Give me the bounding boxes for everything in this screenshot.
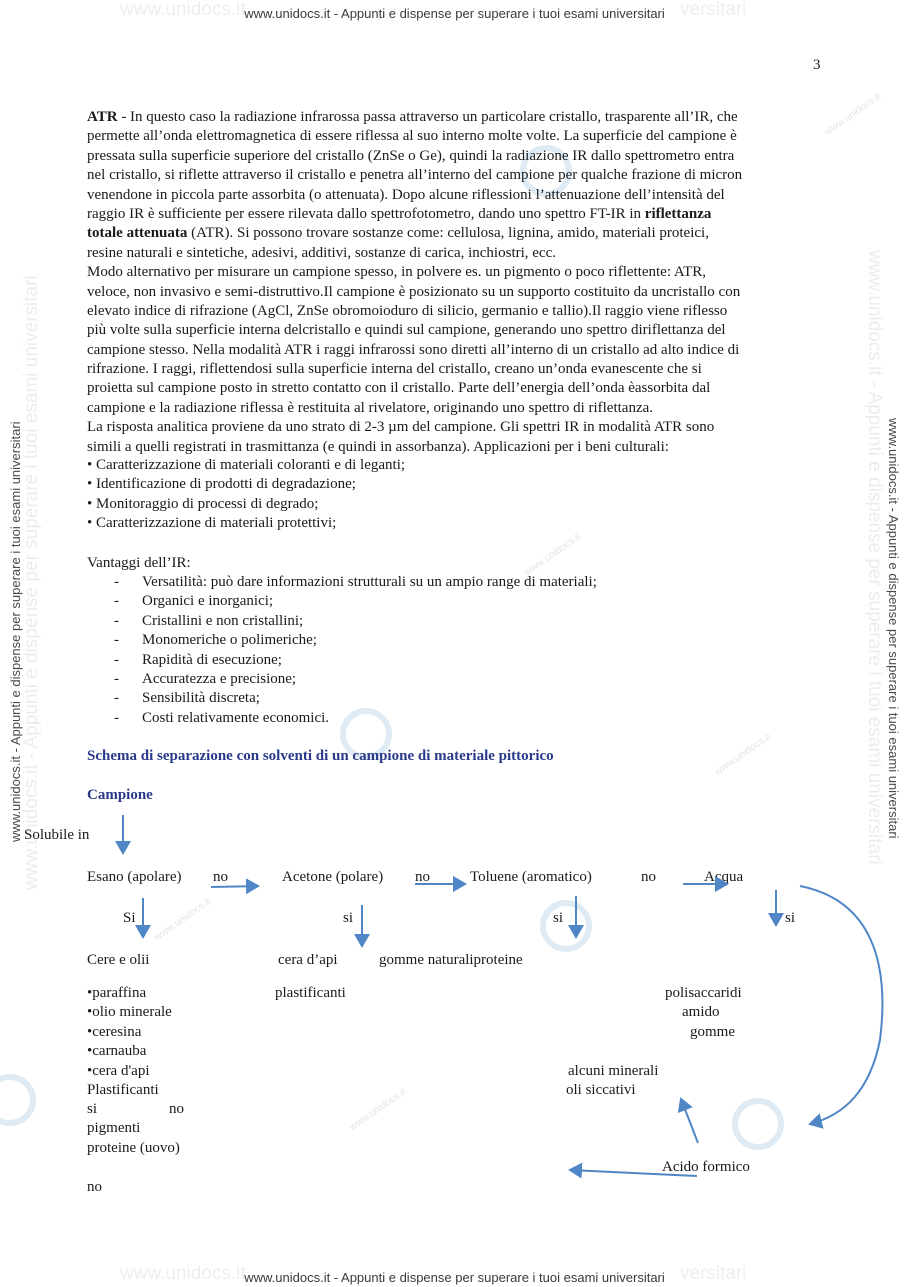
arrow-acqua-curve	[800, 886, 882, 1124]
solubile-in-label: Solubile in	[24, 827, 90, 843]
gomme-proteine-node: gomme naturaliproteine	[379, 952, 523, 968]
cera-api-node: cera d’api	[278, 952, 338, 968]
header-watermark: www.unidocs.it - Appunti e dispense per superare i tuoi esami universitari	[244, 6, 665, 21]
atr-paragraph: ATR - In questo caso la radiazione infrarossa passa attraverso un particolare cristallo, trasparente all’IR, che permette all’onda elettromagnetica di essere riflessa al suo interno molte volte. La superficie del campione è pressata sulla superficie superiore del cristallo (ZnSe o Ge), quindi la radiazione IR dallo spettrometro entra nel cristallo, si riflette attraverso il cristallo e penetra all’interno del campione per qualche frazione di micron venendone in piccola parte assorbita (o attenuata). Dopo alcune riflessioni l’attenuazione dell’intensità del raggio IR è sufficiente per essere rilevata dallo spettrofotometro, dando uno spettro FT-IR in riflettanza totale attenuata (ATR). Si possono trovare sostanze come: cellulosa, lignina, amido, materiali proteici, resine naturali e sintetiche, adesivi, additivi, sostanze di carica, inchiostri, ecc. Modo alternativo per misurare un campione spesso, in polvere es. un pigmento o poco riflettente: ATR, veloce, non invasivo e semi-distruttivo.Il campione è posizionato su un supporto costituito da uncristallo con elevato indice di rifrazione (AgCl, ZnSe obromoioduro di silicio, germanio e tallio).Il raggio viene riflesso più volte sulla superficie interna delcristallo e quindi sul campione, generando uno spettro diriflettanza del campione stesso. Nella modalità ATR i raggi infrarossi sono diretti all’interno di un cristallo ad alto indice di rifrazione. I raggi, riflettendosi sulla superficie interna del cristallo, creano un’onda evanescente che si proietta sul campione posto in stretto contatto con il cristallo. Parte dell’energia dell’onda èassorbita dal campione e la radiazione riflessa è restituita al rivelatore, originando uno spettro di riflettanza. La risposta analitica proviene da uno strato di 2-3 µm del campione. Gli spettri IR in modalità ATR sono simili a quelli registrati in trasmittanza (e quindi in assorbanza). Applicazioni per i beni culturali:	[87, 109, 743, 455]
no-label: no	[87, 1179, 102, 1195]
diagonal-watermark: www.unidocs.it	[522, 531, 584, 579]
si-label: Si	[123, 910, 136, 926]
list-item: • Caratterizzazione di materiali protettivi;	[87, 515, 337, 532]
list-item: • Monitoraggio di processi di degrado;	[87, 495, 319, 512]
watermark-ghost-left-top: www.unidocs.it	[120, 0, 246, 20]
side-watermark-left: www.unidocs.it - Appunti e dispense per superare i tuoi esami universitari	[8, 421, 23, 842]
no-label: no	[169, 1101, 184, 1117]
list-item: • Identificazione di prodotti di degradazione;	[87, 476, 356, 493]
esano-node: Esano (apolare)	[87, 869, 182, 885]
pigmenti-label: pigmenti	[87, 1120, 141, 1136]
no-label: no	[415, 869, 430, 885]
no-label: no	[641, 869, 656, 885]
watermark-ghost-left-bottom: www.unidocs.it	[120, 1263, 246, 1284]
si-label: si	[553, 910, 564, 926]
acetone-node: Acetone (polare)	[282, 869, 384, 885]
watermark-ghost-right-bottom: versitari	[680, 1263, 747, 1284]
list-item: • Caratterizzazione di materiali coloranti e di leganti;	[87, 457, 406, 473]
list-item: •cera d'api	[87, 1062, 150, 1079]
si-label: si	[87, 1101, 98, 1117]
watermark-ghost-right-top: versitari	[680, 0, 747, 20]
side-ghost-right: www.unidocs.it - Appunti e dispense per superare i tuoi esami universitari	[864, 250, 885, 865]
scheme-title: Schema di separazione con solventi di un campione di materiale pittorico	[87, 748, 554, 764]
gomme-label: gomme	[690, 1024, 735, 1040]
oli-siccativi-label: oli siccativi	[566, 1082, 636, 1098]
si-label: si	[785, 910, 796, 926]
si-label: si	[343, 910, 354, 926]
footer-watermark: www.unidocs.it - Appunti e dispense per superare i tuoi esami universitari	[244, 1270, 665, 1285]
acido-formico-node: Acido formico	[662, 1159, 750, 1175]
advantages-title: Vantaggi dell’IR:	[87, 555, 191, 571]
diagonal-watermark: www.unidocs.it	[822, 91, 884, 139]
atr-title: ATR	[87, 109, 118, 125]
list-item: •olio minerale	[87, 1004, 172, 1021]
page-number: 3	[813, 57, 821, 73]
list-item: Plastificanti	[87, 1081, 159, 1098]
scheme-campione: Campione	[87, 787, 153, 803]
diagonal-watermark: www.unidocs.it	[347, 1086, 409, 1134]
diagonal-watermark: www.unidocs.it	[712, 731, 774, 779]
list-item: •ceresina	[87, 1023, 142, 1040]
alcuni-minerali-label: alcuni minerali	[568, 1063, 659, 1079]
plastificanti-label: plastificanti	[275, 985, 346, 1001]
side-watermark-right: www.unidocs.it - Appunti e dispense per superare i tuoi esami universitari	[886, 418, 901, 839]
list-item: •carnauba	[87, 1043, 147, 1060]
polisaccaridi-label: polisaccaridi	[665, 985, 742, 1001]
arrow-acido-left	[570, 1170, 697, 1176]
cere-olii-node: Cere e olii	[87, 952, 150, 968]
arrow-acido-up	[681, 1099, 698, 1143]
arrow-esano-to-acetone	[211, 886, 258, 887]
acqua-node: Acqua	[704, 869, 744, 885]
side-ghost-left: www.unidocs.it - Appunti e dispense per superare i tuoi esami universitari	[21, 275, 42, 890]
no-label: no	[213, 869, 228, 885]
list-item: •paraffina	[87, 985, 147, 1001]
diagonal-watermark: www.unidocs.it	[152, 896, 214, 944]
toluene-node: Toluene (aromatico)	[470, 869, 592, 885]
amido-label: amido	[682, 1004, 720, 1020]
proteine-uovo-label: proteine (uovo)	[87, 1140, 180, 1156]
